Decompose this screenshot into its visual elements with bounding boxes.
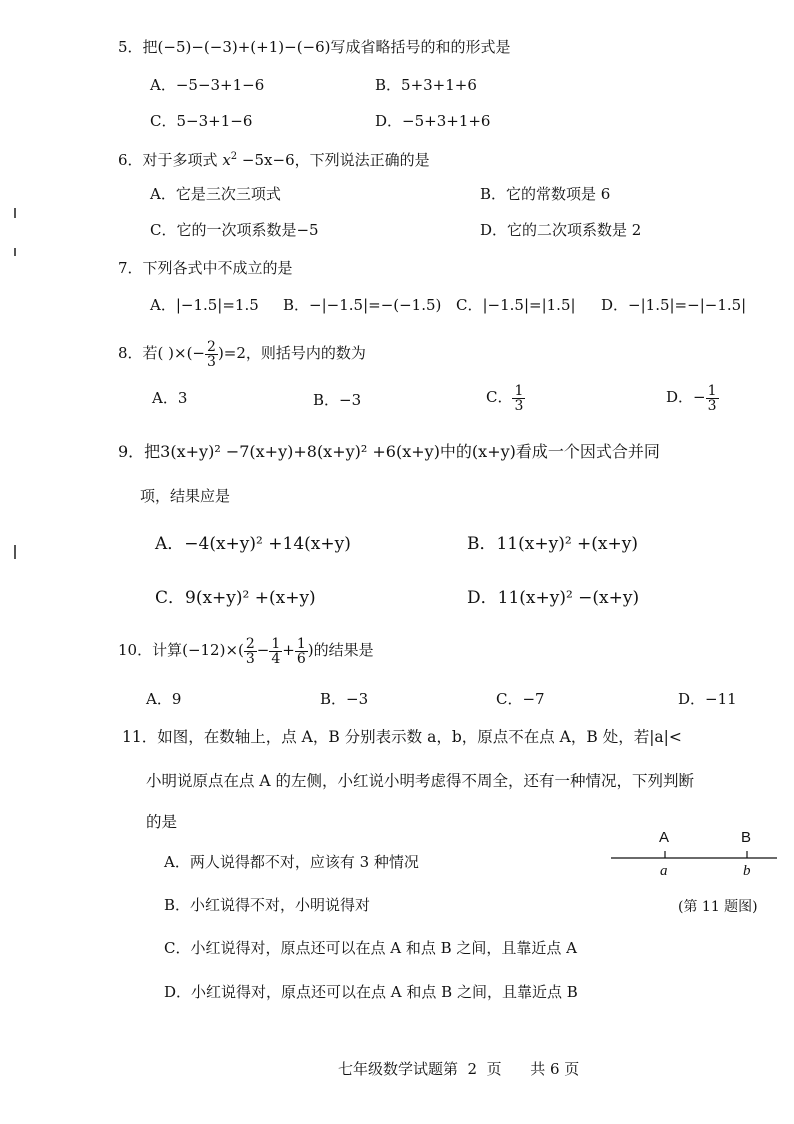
q10-option-c: C．−7 bbox=[496, 690, 545, 708]
q10-option-b: B．−3 bbox=[320, 690, 369, 708]
q9-stem-line1: 9．把3(x+y)² −7(x+y)+8(x+y)² +6(x+y)中的(x+y)看成一个因式合并同 bbox=[118, 442, 660, 461]
q6-stem bbox=[118, 147, 430, 170]
q10-f3-num: 1 bbox=[296, 635, 306, 652]
q10-f1-den: 3 bbox=[245, 650, 255, 667]
q10-option-d: D．−11 bbox=[678, 690, 737, 708]
q8-fraction bbox=[205, 340, 218, 369]
q10-stem bbox=[118, 633, 374, 667]
q5-option-a: A．−5−3+1−6 bbox=[150, 76, 265, 94]
q8-d-num: 1 bbox=[707, 382, 717, 399]
label-value-a: a bbox=[660, 863, 668, 879]
q9-stem-line2: 项，结果应是 bbox=[140, 487, 231, 505]
page-footer: 七年级数学试题第 2 页 共 6 页 bbox=[338, 1060, 580, 1078]
q7-option-a: A．|−1.5|=1.5 bbox=[150, 296, 259, 314]
q5-stem: 5．把(−5)−(−3)+(+1)−(−6)写成省略括号的和的形式是 bbox=[118, 38, 511, 56]
q10-stem-pre: 10．计算(−12)×( bbox=[118, 641, 244, 659]
q10-fraction-3 bbox=[295, 637, 308, 666]
q6-var-x: x bbox=[222, 151, 231, 169]
q5-option-d: D．−5+3+1+6 bbox=[375, 112, 491, 130]
q6-exponent: 2 bbox=[230, 151, 238, 162]
q10-fraction-1 bbox=[244, 637, 257, 666]
q8-option-d-fraction bbox=[706, 384, 719, 413]
label-point-a: A bbox=[659, 829, 670, 846]
q9-option-b: B．11(x+y)² +(x+y) bbox=[467, 534, 638, 554]
q10-f2-num: 1 bbox=[271, 635, 281, 652]
q8-stem bbox=[118, 336, 366, 370]
q10-option-a: A．9 bbox=[146, 690, 182, 708]
q7-option-b: B．−|−1.5|=−(−1.5) bbox=[283, 296, 442, 314]
q10-f1-num: 2 bbox=[245, 635, 255, 652]
label-value-b: b bbox=[743, 863, 751, 879]
q8-frac-den: 3 bbox=[207, 353, 216, 370]
q8-stem-post: )=2，则括号内的数为 bbox=[217, 344, 366, 362]
q7-stem: 7．下列各式中不成立的是 bbox=[118, 259, 293, 277]
q8-option-c-label: C． bbox=[486, 388, 513, 406]
q10-stem-post: )的结果是 bbox=[307, 641, 374, 659]
q8-c-den: 3 bbox=[514, 397, 524, 414]
q8-option-b: B．−3 bbox=[313, 391, 362, 409]
scan-mark bbox=[14, 248, 16, 256]
q11-stem-line1: 11．如图，在数轴上，点 A，B 分别表示数 a，b，原点不在点 A，B 处，若|a|< bbox=[122, 728, 682, 746]
q8-option-a: A．3 bbox=[152, 389, 188, 407]
q6-stem-pre: 6．对于多项式 bbox=[118, 151, 223, 169]
q6-stem-post: −5x−6，下列说法正确的是 bbox=[237, 151, 430, 169]
q10-op2: + bbox=[282, 641, 295, 659]
q8-c-num: 1 bbox=[514, 382, 524, 399]
q8-option-c bbox=[486, 380, 525, 414]
q6-option-c: C．它的一次项系数是−5 bbox=[150, 221, 319, 239]
q8-stem-pre: 8．若( )×(− bbox=[118, 344, 206, 362]
q11-option-d: D．小红说得对，原点还可以在点 A 和点 B 之间，且靠近点 B bbox=[164, 983, 578, 1001]
q6-option-b: B．它的常数项是 6 bbox=[480, 185, 611, 203]
scan-mark bbox=[14, 208, 16, 218]
q5-option-c: C．5−3+1−6 bbox=[150, 112, 253, 130]
q5-option-b: B．5+3+1+6 bbox=[375, 76, 477, 94]
q10-op1: − bbox=[256, 641, 270, 659]
q7-option-d: D．−|1.5|=−|−1.5| bbox=[601, 296, 747, 314]
q11-number-line-figure bbox=[605, 822, 785, 882]
q6-option-d: D．它的二次项系数是 2 bbox=[480, 221, 642, 239]
q9-option-d: D．11(x+y)² −(x+y) bbox=[467, 588, 640, 608]
q8-option-d-label: D．− bbox=[666, 388, 706, 406]
q7-option-c: C．|−1.5|=|1.5| bbox=[456, 296, 576, 314]
q8-option-c-fraction bbox=[512, 384, 525, 413]
q8-frac-num: 2 bbox=[207, 338, 216, 355]
q11-stem-line2: 小明说原点在点 A 的左侧，小红说小明考虑得不周全，还有一种情况，下列判断 bbox=[146, 772, 695, 790]
q11-figure-caption: (第 11 题图) bbox=[678, 899, 758, 915]
q8-option-d bbox=[666, 380, 719, 414]
scan-mark bbox=[14, 545, 16, 559]
q11-option-b: B．小红说得不对，小明说得对 bbox=[164, 896, 371, 914]
label-point-b: B bbox=[741, 829, 752, 846]
q6-option-a: A．它是三次三项式 bbox=[150, 185, 281, 203]
q8-d-den: 3 bbox=[707, 397, 717, 414]
q11-option-c: C．小红说得对，原点还可以在点 A 和点 B 之间，且靠近点 A bbox=[164, 939, 578, 957]
q9-option-c: C．9(x+y)² +(x+y) bbox=[155, 588, 316, 608]
q10-fraction-2 bbox=[269, 637, 282, 666]
q10-f2-den: 4 bbox=[271, 650, 281, 667]
q11-option-a: A．两人说得都不对，应该有 3 种情况 bbox=[164, 853, 419, 871]
q9-option-a: A．−4(x+y)² +14(x+y) bbox=[155, 534, 351, 554]
q11-stem-line3: 的是 bbox=[146, 813, 178, 831]
q10-f3-den: 6 bbox=[296, 650, 306, 667]
